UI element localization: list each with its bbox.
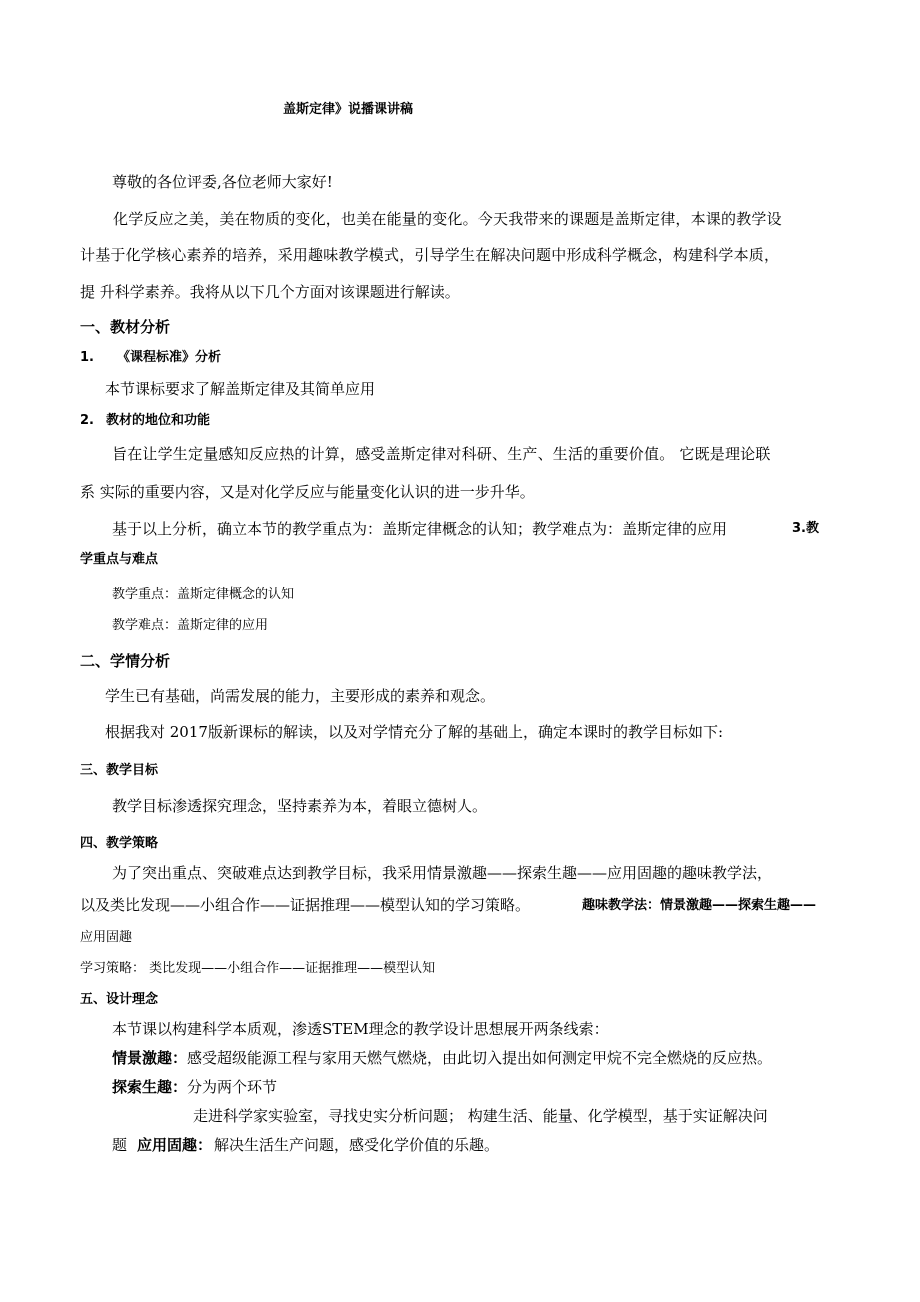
apply-text: 解决生活生产问题，感受化学价值的乐趣。 bbox=[214, 1136, 500, 1154]
fun-teaching-method: 趣味教学法：情景激趣——探索生趣—— bbox=[582, 898, 817, 913]
textbook-role-line-1: 旨在让学生定量感知反应热的计算，感受盖斯定律对科研、生产、生活的重要价值。 它既是理论联 bbox=[112, 445, 771, 463]
section-heading-2: 二、学情分析 bbox=[80, 652, 171, 670]
subsection-number-1: 1. bbox=[80, 350, 94, 365]
explore-detail: 走进科学家实验室，寻找史实分析问题； 构建生活、能量、化学模型，基于实证解决问 bbox=[193, 1107, 768, 1125]
apply-label: 应用固趣： bbox=[137, 1136, 213, 1154]
fun-teaching-method-continued: 应用固趣 bbox=[80, 930, 133, 945]
teaching-objective-text: 教学目标渗透探究理念，坚持素养为本，着眼立德树人。 bbox=[112, 797, 488, 815]
analysis-basis-text: 基于以上分析，确立本节的教学重点为：盖斯定律概念的认知；教学难点为：盖斯定律的应用 bbox=[112, 520, 728, 538]
textbook-role-line-2: 系 实际的重要内容，又是对化学反应与能量变化认识的进一步升华。 bbox=[80, 483, 535, 501]
curriculum-standard-text: 本节课标要求了解盖斯定律及其简单应用 bbox=[105, 380, 376, 398]
subsection-number-3: 3.教 bbox=[792, 521, 819, 536]
strategy-line-1: 为了突出重点、突破难点达到教学目标，我采用情景激趣——探索生趣——应用固趣的趣味教学法， bbox=[112, 864, 773, 882]
subsection-number-2: 2. bbox=[80, 413, 94, 428]
section-heading-3: 三、教学目标 bbox=[80, 763, 159, 778]
intro-line-3: 提 升科学素养。我将从以下几个方面对该课题进行解读。 bbox=[80, 283, 460, 301]
explore-detail-continued: 题 bbox=[112, 1136, 128, 1154]
explore-text: 分为两个环节 bbox=[187, 1078, 278, 1096]
section-heading-1: 一、教材分析 bbox=[80, 318, 171, 336]
scene-text: 感受超级能源工程与家用天燃气燃烧，由此切入提出如何测定甲烷不完全燃烧的反应热。 bbox=[187, 1049, 773, 1067]
learner-analysis-text-1: 学生已有基础，尚需发展的能力，主要形成的素养和观念。 bbox=[105, 687, 496, 705]
design-concept-text: 本节课以构建科学本质观，渗透STEM理念的教学设计思想展开两条线索： bbox=[112, 1020, 609, 1038]
learner-analysis-text-2: 根据我对 2017版新课标的解读，以及对学情充分了解的基础上，确定本课时的教学目标如下: bbox=[105, 723, 723, 741]
teaching-difficulty: 教学难点：盖斯定律的应用 bbox=[112, 618, 269, 633]
strategy-line-2: 以及类比发现——小组合作——证据推理——模型认知的学习策略。 bbox=[80, 896, 531, 914]
learning-strategy: 学习策略： 类比发现——小组合作——证据推理——模型认知 bbox=[80, 961, 436, 976]
greeting: 尊敬的各位评委,各位老师大家好! bbox=[112, 173, 333, 191]
section-heading-4: 四、教学策略 bbox=[80, 836, 159, 851]
intro-line-2: 计基于化学核心素养的培养，采用趣味教学模式，引导学生在解决问题中形成科学概念，构建科学本质， bbox=[80, 246, 780, 264]
subsection-title-3: 学重点与难点 bbox=[80, 552, 159, 567]
teaching-key-point: 教学重点：盖斯定律概念的认知 bbox=[112, 587, 295, 602]
explore-label: 探索生趣： bbox=[112, 1078, 188, 1096]
intro-line-1: 化学反应之美，美在物质的变化，也美在能量的变化。今天我带来的课题是盖斯定律，本课的教学设 bbox=[113, 210, 782, 228]
subsection-title-1: 《课程标准》分析 bbox=[117, 350, 222, 365]
document-title: 盖斯定律》说播课讲稿 bbox=[283, 102, 414, 117]
scene-label: 情景激趣： bbox=[112, 1049, 188, 1067]
subsection-title-2: 教材的地位和功能 bbox=[106, 413, 211, 428]
section-heading-5: 五、设计理念 bbox=[80, 992, 159, 1007]
